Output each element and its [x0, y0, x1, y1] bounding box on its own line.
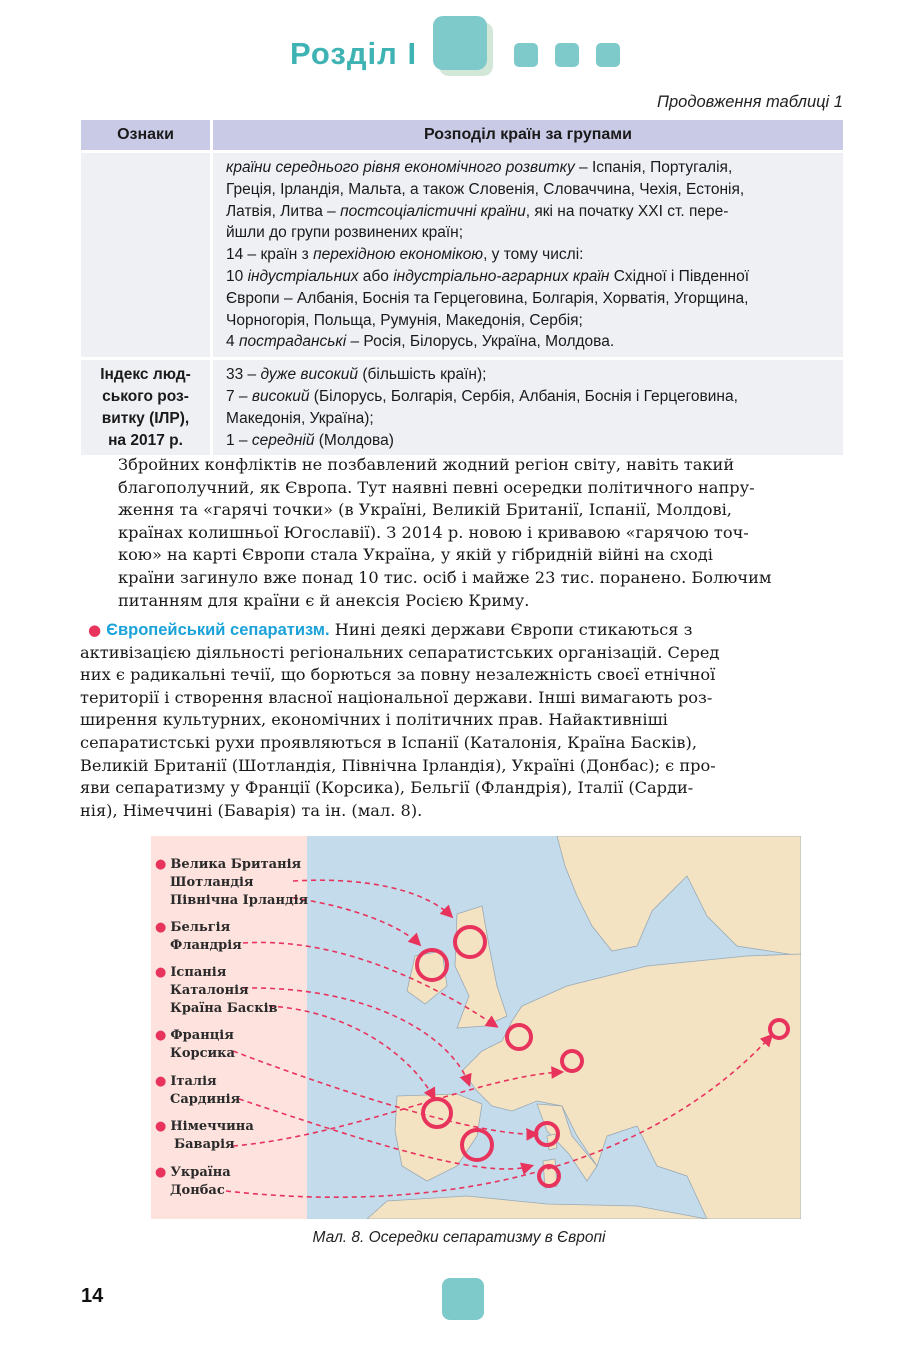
text-line: 14 – країн з перехідною економікою, у тому числі: — [226, 246, 584, 264]
arrow-basque — [269, 1006, 434, 1098]
text-line: ження та «гарячі точки» (в Україні, Великій Британії, Іспанії, Молдові, — [118, 500, 732, 520]
marker-northern-ireland — [417, 950, 447, 980]
text-line: ширення культурних, економічних і політичних прав. Найактивніші — [80, 710, 668, 730]
legend-region: Сардинія — [170, 1092, 241, 1107]
legend-country: Іспанія — [170, 965, 227, 980]
column-header-groups: Розподіл країн за групами — [212, 120, 844, 152]
text-line: Чорногорія, Польща, Румунія, Македонія, Сербія; — [226, 311, 583, 329]
marker-donbas — [770, 1020, 788, 1038]
text-line: Греція, Ірландія, Мальта, а також Словенія, Словаччина, Чехія, Естонія, — [226, 180, 745, 198]
arrow-corsica — [233, 1051, 536, 1134]
paragraph-conflicts — [80, 454, 844, 612]
legend-country: Україна — [170, 1165, 231, 1180]
legend-country: Бельгія — [170, 920, 231, 935]
legend-region: Баварія — [174, 1137, 235, 1152]
text-line: них є радикальні течії, що борються за повну незалежність своєї етнічної — [80, 665, 716, 685]
text-line: Європи – Албанія, Боснія та Герцеговина, Болгарія, Хорватія, Угорщина, — [226, 289, 749, 307]
text-line: Латвія, Литва – постсоціалістичні країни, які на початку XXI ст. пере- — [226, 202, 729, 220]
legend-country: Німеччина — [170, 1119, 254, 1134]
table-row — [81, 152, 843, 359]
text-line: країнах колишньої Югославії). З 2014 р. новою і кривавою «гарячою точ- — [118, 522, 749, 542]
marker-basque — [423, 1099, 451, 1127]
table-caption: Продовження таблиці 1 — [657, 93, 843, 111]
country-groups-table — [81, 120, 843, 455]
paragraph-separatism-body — [80, 642, 844, 823]
legend-region: Корсика — [170, 1046, 235, 1061]
text-line: благополучний, як Європа. Тут наявні певні осередки політичного напру- — [118, 477, 755, 497]
text-line: 33 – дуже високий (більшість країн); — [226, 366, 487, 384]
decorative-square-footer — [442, 1278, 484, 1320]
text-line: 7 – високий (Білорусь, Болгарія, Сербія, Албанія, Боснія і Герцеговина, — [226, 387, 738, 405]
decorative-square-3 — [596, 43, 620, 67]
text-line: Македонія, Україна); — [226, 409, 374, 427]
text-line: 4 постраданські – Росія, Білорусь, Україна, Молдова. — [226, 333, 615, 351]
text-line: активізацією діяльності регіональних сепаратистських організацій. Серед — [80, 642, 720, 662]
text-line: яви сепаратизму у Франції (Корсика), Бельгії (Фландрія), Італії (Сарди- — [80, 778, 694, 798]
arrow-flanders — [243, 942, 496, 1026]
marker-bavaria — [562, 1051, 582, 1071]
table-cell-groups — [212, 152, 844, 359]
paragraph-separatism — [80, 619, 844, 822]
text-line: йшли до групи розвинених країн; — [226, 224, 463, 242]
legend-group-italy: ● Італія Сардинія — [155, 1074, 241, 1107]
decorative-square-1 — [514, 43, 538, 67]
text-line: кою» на карті Європи стала Україна, у якій у гібридній війні на сході — [118, 545, 713, 565]
arrow-bavaria — [233, 1072, 561, 1146]
marker-scotland — [455, 927, 485, 957]
legend-country: Франція — [170, 1028, 234, 1043]
table-cell-feature-hdi — [81, 359, 212, 456]
legend-region: Фландрія — [170, 938, 242, 953]
legend-group-belgium: ● Бельгія Фландрія — [155, 920, 242, 953]
text-line: витку (ІЛР), — [101, 409, 190, 427]
figure-caption: Мал. 8. Осередки сепаратизму в Європі — [312, 1229, 606, 1246]
decorative-square-large — [433, 16, 487, 70]
legend-country: Велика Британія — [170, 857, 302, 872]
table-cell-feature — [81, 152, 212, 359]
chapter-title: Розділ I — [290, 36, 418, 71]
paragraph-separatism-first-line — [80, 619, 844, 642]
text-line: території і створення власної національної держави. Інші вимагають роз- — [80, 687, 713, 707]
legend-region: Шотландія — [170, 875, 254, 890]
arrow-scotland — [293, 880, 451, 916]
legend-country: Італія — [170, 1074, 217, 1089]
legend-group-great-britain: ● Велика Британія Шотландія Північна Ірландія — [155, 857, 309, 908]
table-row — [81, 359, 843, 456]
legend-region: Донбас — [170, 1183, 225, 1198]
table-cell-hdi-groups — [212, 359, 844, 456]
legend-region: Каталонія — [170, 983, 249, 998]
text-line: Індекс люд- — [100, 366, 191, 384]
text-line: країни загинуло вже понад 10 тис. осіб і майже 23 тис. поранено. Болючим — [118, 567, 772, 587]
arrow-donbas — [226, 1036, 771, 1197]
legend-group-ukraine: ● Україна Донбас — [155, 1165, 231, 1198]
text-line: нія), Німеччині (Баварія) та ін. (мал. 8). — [80, 800, 423, 820]
marker-flanders — [507, 1025, 531, 1049]
marker-corsica — [536, 1123, 558, 1145]
text-line: 10 індустріальних або індустріально-аграрних країн Східної і Південної — [226, 267, 750, 285]
legend-group-spain: ● Іспанія Каталонія Країна Басків — [155, 965, 278, 1016]
text-line: країни середнього рівня економічного розвитку – Іспанія, Португалія, — [226, 159, 733, 176]
text-line: 1 – середній (Молдова) — [226, 431, 394, 449]
legend-group-germany: ● Німеччина Баварія — [155, 1119, 254, 1152]
arrow-northern-ireland — [293, 898, 419, 944]
legend-group-france: ● Франція Корсика — [155, 1028, 235, 1061]
page-number: 14 — [81, 1285, 104, 1307]
text-line: на 2017 р. — [108, 431, 183, 449]
text-line: сепаратистські рухи проявляються в Іспанії (Каталонія, Країна Басків), — [80, 732, 697, 752]
decorative-square-2 — [555, 43, 579, 67]
column-header-features: Ознаки — [81, 120, 212, 152]
section-heading: Європейський сепаратизм. — [106, 621, 330, 639]
marker-catalonia — [462, 1130, 492, 1160]
text-line: Великій Британії (Шотландія, Північна Ірландія), Україні (Донбас); є про- — [80, 755, 716, 775]
legend-region: Країна Басків — [170, 1001, 278, 1016]
text-line: питанням для країни є й анексія Росією Криму. — [118, 590, 530, 610]
first-line-text: Нині деякі держави Європи стикаються з — [334, 620, 693, 639]
text-line: Збройних конфліктів не позбавлений жодний регіон світу, навіть такий — [118, 455, 735, 474]
legend-region: Північна Ірландія — [170, 893, 309, 908]
text-line: ського роз- — [102, 387, 189, 405]
bullet-icon: ● — [88, 621, 102, 639]
table-header-row — [81, 120, 843, 152]
